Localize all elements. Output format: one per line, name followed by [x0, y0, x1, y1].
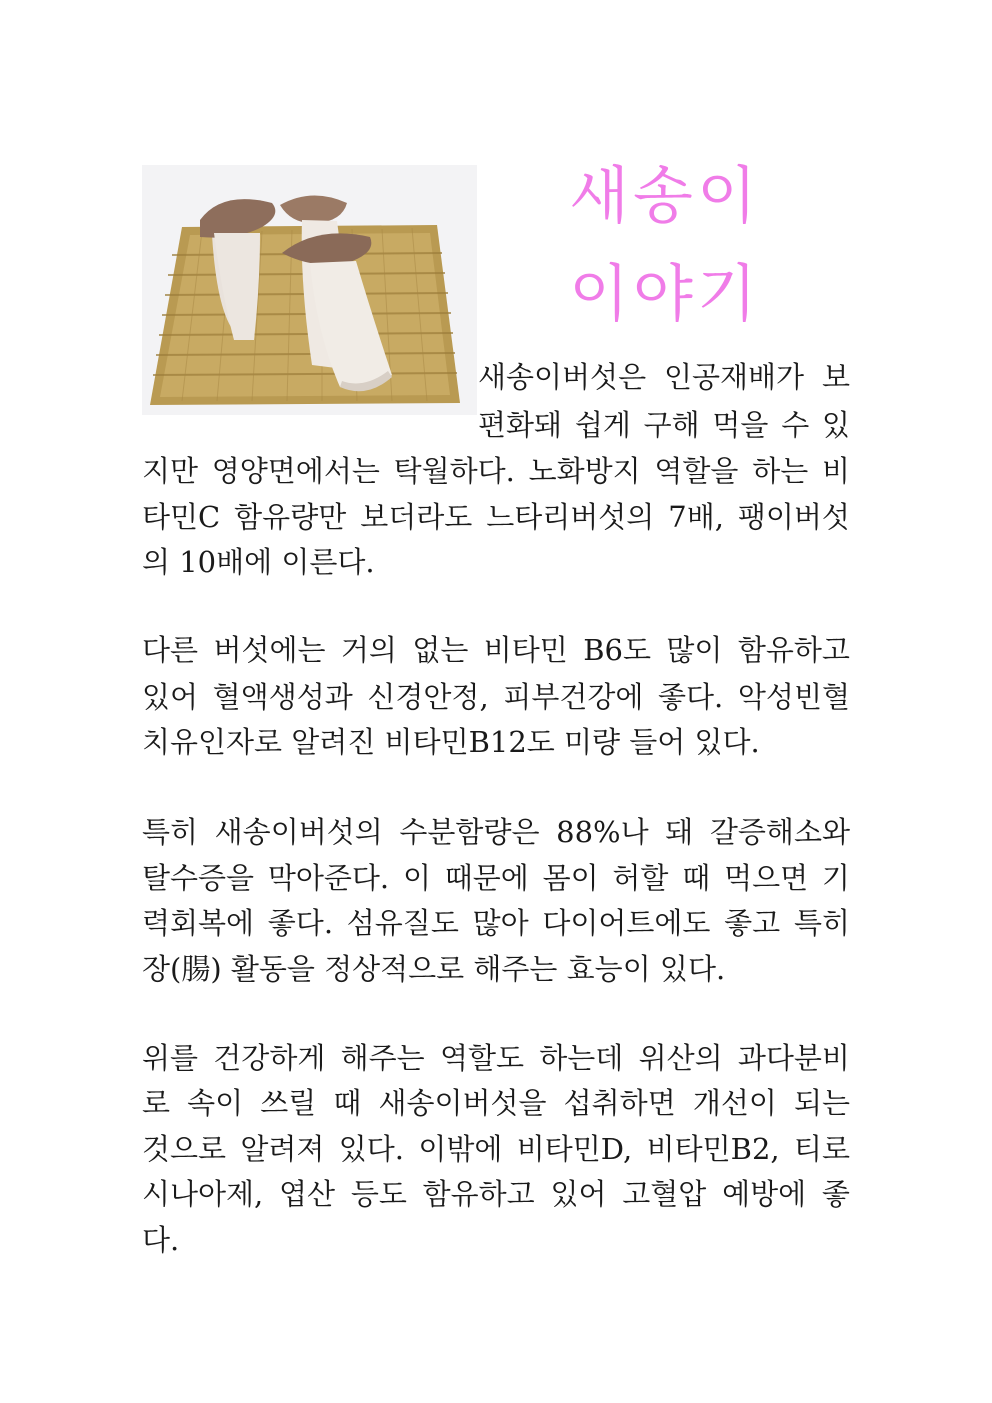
word: 함유하고: [737, 633, 850, 667]
word: 함유하고: [422, 1177, 535, 1211]
word: 탁월하다.: [393, 454, 515, 488]
word: 고혈압: [622, 1177, 707, 1211]
word: 하는데: [539, 1041, 624, 1075]
word: 과다분비: [737, 1041, 850, 1075]
paragraph-4-line-1: [142, 1038, 850, 1078]
word: 다른: [142, 633, 199, 667]
word: 좋: [821, 1177, 850, 1211]
word: 등도: [350, 1177, 407, 1211]
word: 새송이버섯의: [214, 815, 383, 849]
word: 7배,: [668, 500, 724, 534]
word: 위를: [142, 1041, 199, 1075]
word: 건강하게: [213, 1041, 326, 1075]
paragraph-3-line-4: 장(腸) 활동을 정상적으로 해주는 효능이 있다.: [142, 952, 726, 986]
paragraph-2-line-2: [142, 677, 850, 717]
word: 있다.: [338, 1132, 405, 1166]
word: 느타리버섯의: [486, 500, 655, 534]
paragraph-4-line-5: 다.: [142, 1223, 180, 1257]
word: 보: [821, 360, 850, 394]
word: 위산의: [638, 1041, 723, 1075]
word: 비타민: [483, 633, 568, 667]
word: 때: [682, 861, 711, 895]
word: 몸이: [542, 861, 599, 895]
word: 거의: [340, 633, 397, 667]
page-title-line-1: 새송이: [569, 159, 761, 232]
word: 88%나: [556, 815, 649, 849]
word: 악성빈혈: [737, 680, 850, 714]
word: 때: [333, 1086, 362, 1120]
word: 역할도: [439, 1041, 524, 1075]
word: 시나아제,: [142, 1177, 264, 1211]
word: 지만: [142, 454, 199, 488]
word: 막아준다.: [267, 861, 390, 895]
word: 팽이버섯: [737, 500, 850, 534]
word: 좋다.: [658, 680, 724, 714]
paragraph-3-line-3: [142, 903, 850, 943]
word: 력회복에: [142, 906, 255, 940]
word: 영양면에서는: [211, 454, 380, 488]
paragraph-1-line-5: 의 10배에 이른다.: [142, 545, 375, 579]
word: 알려져: [240, 1132, 325, 1166]
word: 비타민D,: [516, 1132, 633, 1166]
word: 좋고: [724, 906, 781, 940]
word: 특히: [142, 815, 199, 849]
word: 역할을: [654, 454, 739, 488]
page-title-line-2: 이야기: [569, 257, 761, 330]
word: 보더라도: [360, 500, 473, 534]
word: 있: [821, 408, 850, 442]
paragraph-1-line-4: [142, 497, 850, 537]
word: 티로: [793, 1132, 850, 1166]
word: 때문에: [444, 861, 529, 895]
word: 것으로: [142, 1132, 227, 1166]
word: 섭취하면: [563, 1086, 676, 1120]
word: 섬유질도: [346, 906, 459, 940]
word: 갈증해소와: [709, 815, 850, 849]
word: 먹으면: [724, 861, 809, 895]
word: 이: [402, 861, 431, 895]
word: B6도: [583, 633, 652, 667]
word: 새송이버섯은: [478, 360, 647, 394]
word: 로: [142, 1086, 171, 1120]
word: 수분함량은: [399, 815, 540, 849]
paragraph-1-line-2: [478, 405, 850, 445]
word: 신경안정,: [367, 680, 489, 714]
word: 다이어트에도: [542, 906, 711, 940]
word: 많이: [666, 633, 723, 667]
word: 있어: [550, 1177, 607, 1211]
word: 비타민B2,: [646, 1132, 780, 1166]
word: 특히: [793, 906, 850, 940]
word: 되는: [793, 1086, 850, 1120]
word: 노화방지: [528, 454, 641, 488]
paragraph-4-line-2: [142, 1083, 850, 1123]
word: 엽산: [279, 1177, 336, 1211]
word: 돼: [665, 815, 694, 849]
word: 먹을: [712, 408, 769, 442]
word: 타민C: [142, 500, 221, 534]
word: 쉽게: [574, 408, 631, 442]
word: 많아: [472, 906, 529, 940]
word: 속이: [187, 1086, 244, 1120]
word: 새송이버섯을: [378, 1086, 547, 1120]
word: 없는: [412, 633, 469, 667]
paragraph-3-line-2: [142, 858, 850, 898]
word: 수: [781, 408, 810, 442]
word: 기: [821, 861, 850, 895]
word: 인공재배가: [664, 360, 805, 394]
mushroom-photo: [142, 165, 477, 415]
word: 버섯에는: [213, 633, 326, 667]
mushroom-icon: [142, 165, 477, 415]
word: 피부건강에: [503, 680, 644, 714]
word: 좋다.: [267, 906, 334, 940]
word: 허할: [612, 861, 669, 895]
word: 구해: [643, 408, 700, 442]
word: 편화돼: [478, 408, 563, 442]
word: 혈액생성과: [212, 680, 353, 714]
word: 함유량만: [234, 500, 347, 534]
paragraph-4-line-3: [142, 1129, 850, 1169]
paragraph-2-line-3: 치유인자로 알려진 비타민B12도 미량 들어 있다.: [142, 725, 760, 759]
word: 있어: [142, 680, 199, 714]
word: 개선이: [692, 1086, 777, 1120]
word: 탈수증을: [142, 861, 255, 895]
paragraph-3-line-1: [142, 812, 850, 852]
paragraph-1-line-1: [478, 357, 850, 397]
word: 쓰릴: [260, 1086, 317, 1120]
word: 예방에: [722, 1177, 807, 1211]
word: 비: [821, 454, 850, 488]
word: 해주는: [340, 1041, 425, 1075]
paragraph-2-line-1: [142, 630, 850, 670]
paragraph-4-line-4: [142, 1174, 850, 1214]
word: 하는: [752, 454, 809, 488]
paragraph-1-line-3: [142, 451, 850, 491]
word: 이밖에: [418, 1132, 503, 1166]
